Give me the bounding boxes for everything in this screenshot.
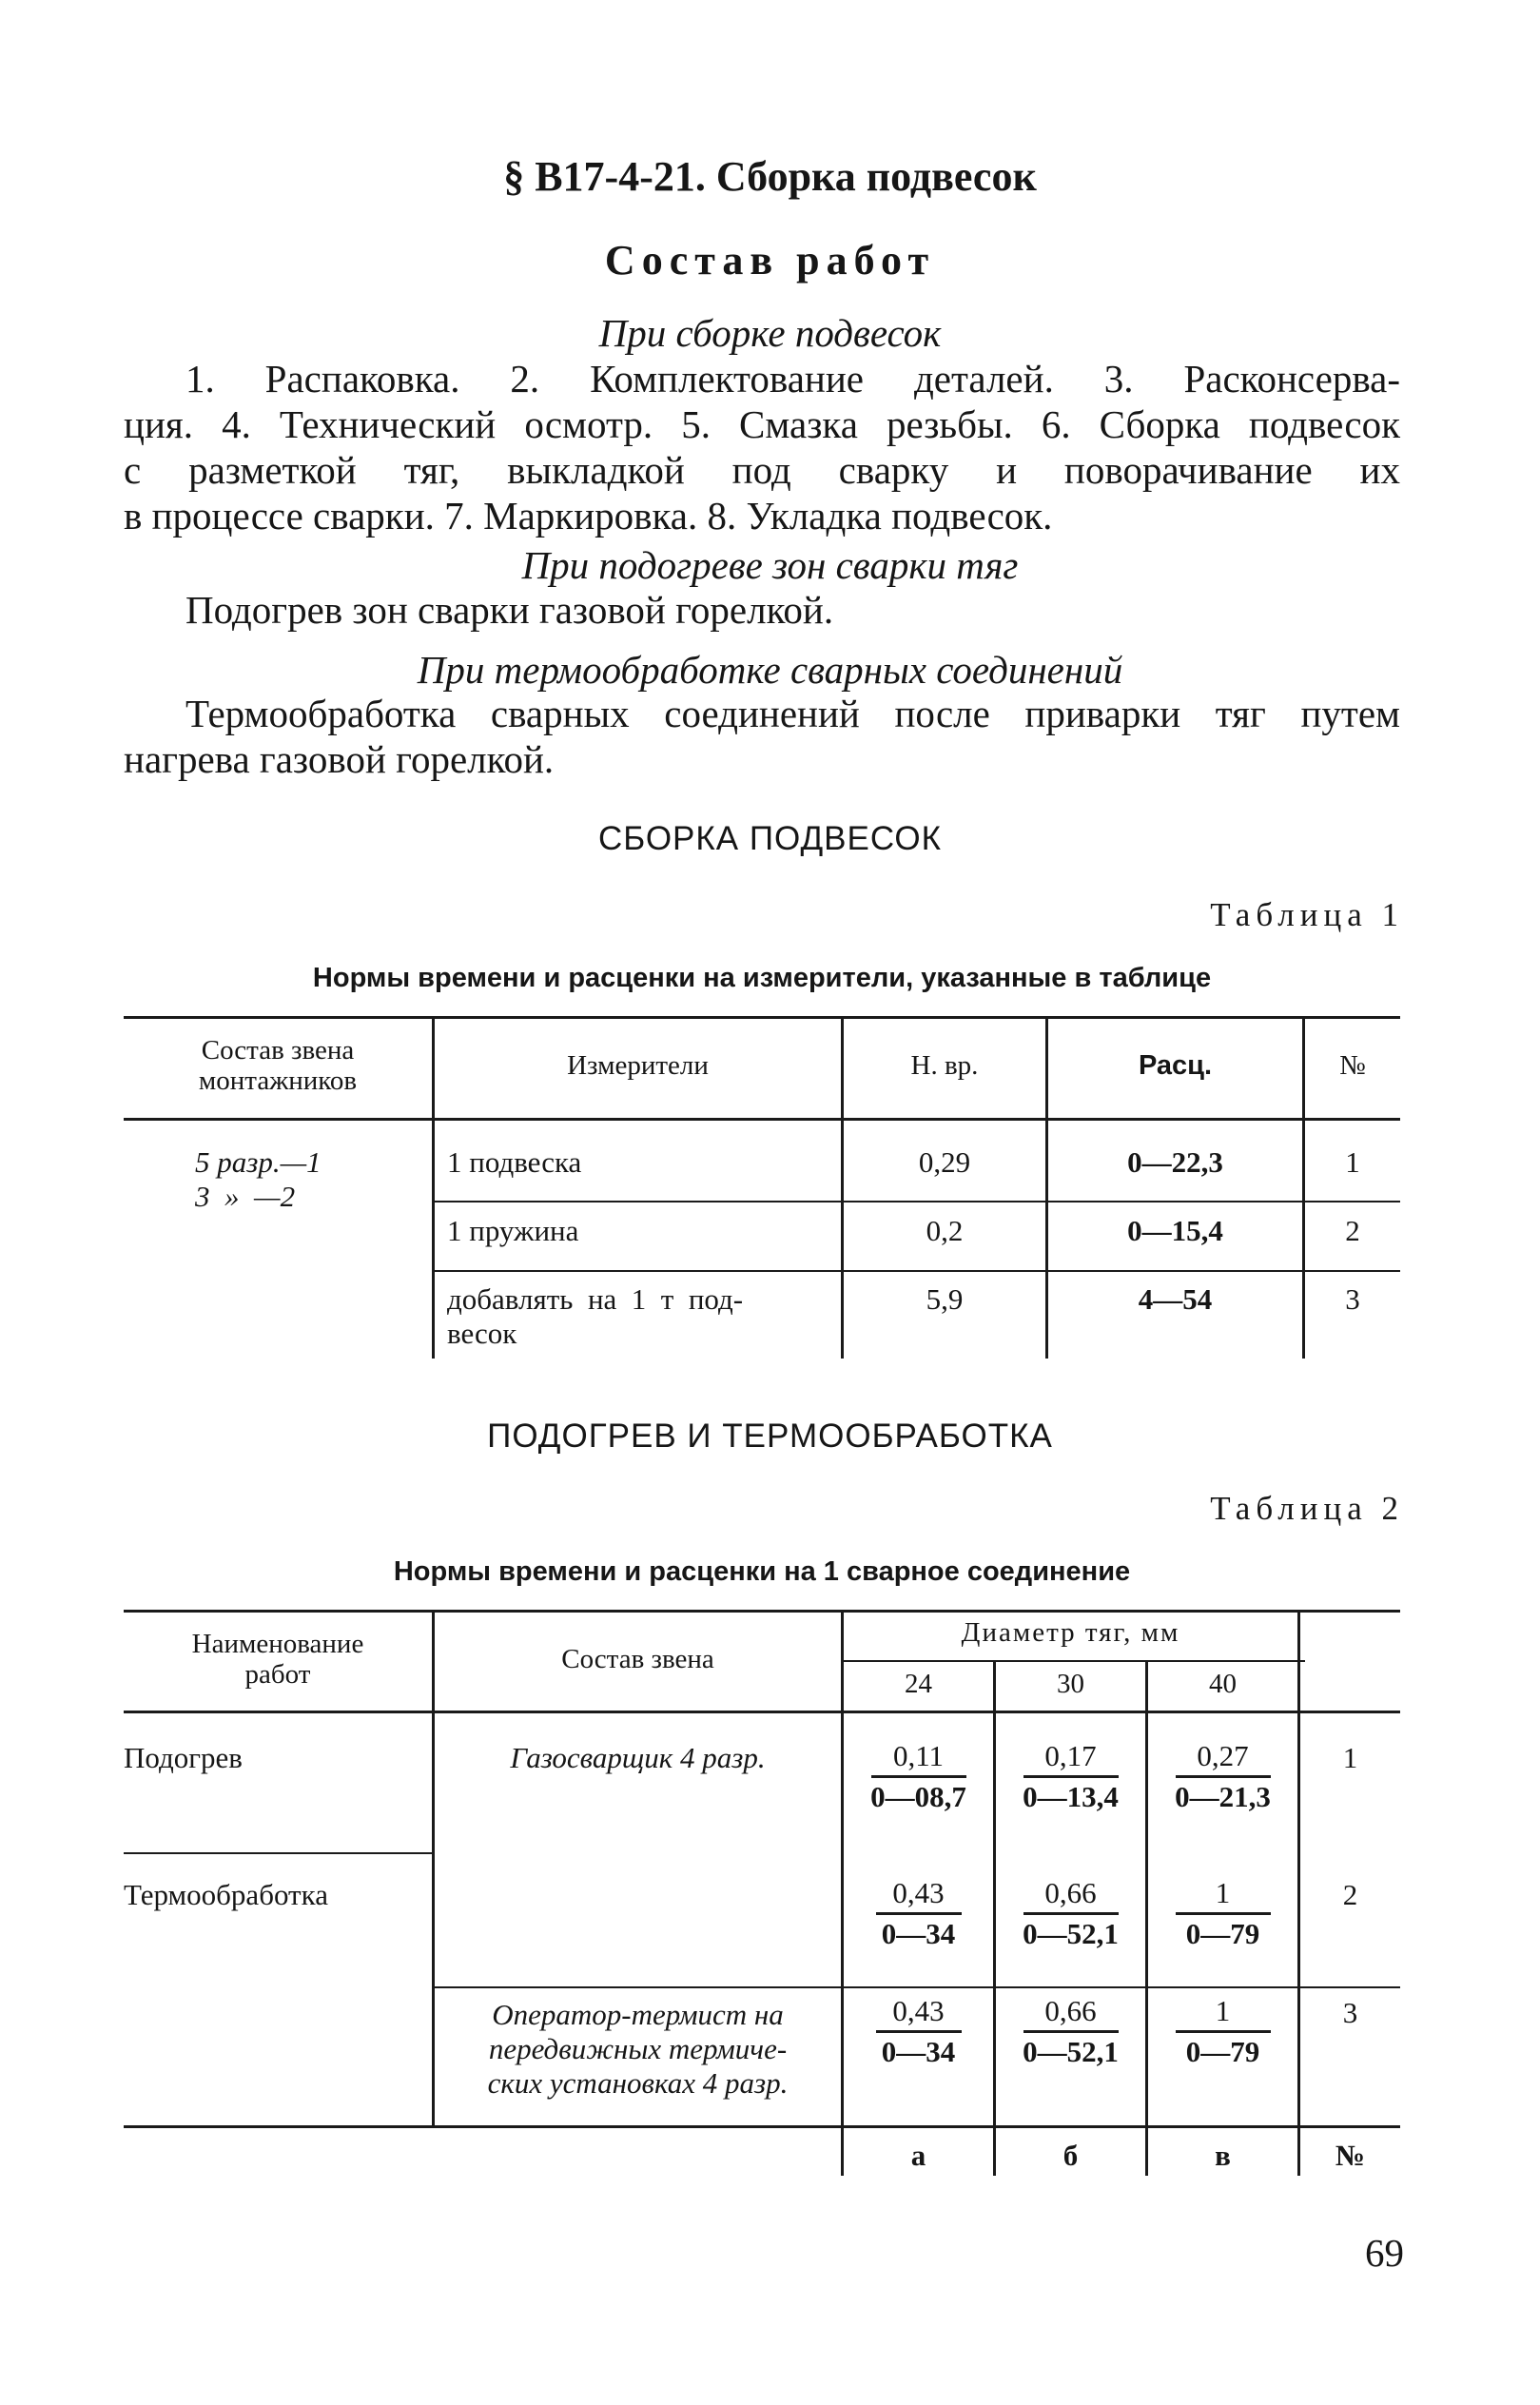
table2-header-crew: Состав звена [561,1644,714,1674]
assembly-line: с разметкой тяг, выкладкой под сварку и поворачивание их [124,448,1400,492]
table2-rule-bottom [124,2125,1400,2128]
table1-row1-num: 1 [1345,1145,1360,1179]
table1-label: Таблица 1 [1210,896,1404,933]
assembly-line: 1. Распаковка. 2. Комплектование деталей. 3. Расконсерва- [185,357,1400,401]
norm-value: 1 [1215,1994,1231,2027]
header-line: Наименование [191,1629,364,1659]
norm-value: 0,11 [892,1739,945,1772]
crew-line: ских установках 4 разр. [487,2066,789,2100]
table2-r3-d24 [844,1992,993,2071]
rate-value: 0—34 [881,1917,956,1950]
table1-row2-rate: 0—15,4 [1127,1214,1223,1247]
table1-row2-norm: 0,2 [926,1214,964,1247]
table1-rule-header [124,1118,1400,1121]
table2-crew-operator [435,1998,841,2101]
table2-r3-d40 [1148,1992,1297,2071]
table2-footer-b: б [1062,2139,1079,2172]
table2-work-heat-treatment: Термообработка [124,1878,328,1911]
table1-crew [195,1145,423,1214]
rate-value: 0—21,3 [1175,1780,1271,1813]
table2-rule-top [124,1610,1400,1613]
crew-line: Оператор-термист на [492,1998,784,2031]
header-line: монтажников [198,1066,358,1096]
table1-row2-measure: 1 пружина [447,1214,579,1247]
table2-footer-num: № [1335,2139,1366,2172]
table1-row1-measure: 1 подвеска [447,1145,582,1179]
table2-r3-num: 3 [1342,1996,1358,2029]
assembly-subtitle: При сборке подвесок [598,311,942,355]
table2-header-d30: 30 [1057,1669,1084,1699]
heat-treatment-line: Термообработка сварных соединений после приварки тяг путем [185,692,1400,735]
table2-header-work [124,1629,432,1690]
header-line: работ [244,1659,311,1690]
table2-crew-gas-welder: Газосварщик 4 разр. [510,1741,766,1774]
table2-rule-work [124,1852,433,1854]
table2-footer-v: в [1215,2139,1231,2172]
rate-value: 0—08,7 [870,1780,966,1813]
heating-text: Подогрев зон сварки газовой горелкой. [185,588,834,632]
rate-value: 0—13,4 [1023,1780,1119,1813]
norm-value: 0,43 [892,1876,945,1909]
table2-work-heating: Подогрев [124,1741,243,1774]
assembly-line: в процессе сварки. 7. Маркировка. 8. Укладка подвесок. [124,494,1053,538]
table1-header-num: № [1339,1050,1366,1081]
table1-header-crew [124,1035,432,1096]
table1-row3-rate: 4—54 [1138,1282,1213,1316]
table1-rule-row [433,1270,1400,1272]
table1-row3-measure [447,1282,832,1351]
rate-value: 0—52,1 [1023,1917,1119,1950]
rate-value: 0—34 [881,2035,956,2068]
assembly-line: ция. 4. Технический осмотр. 5. Смазка резьбы. 6. Сборка подвесок [124,402,1400,446]
section-title-assembly: СБОРКА ПОДВЕСОК [597,820,942,857]
table2-r1-d24 [844,1737,993,1816]
table1-caption: Нормы времени и расценки на измерители, указанные в таблице [312,963,1212,993]
table2-footer-a: а [910,2139,926,2172]
measure-line: добавлять на 1 т под- [447,1282,744,1316]
table2-header-diameter: Диаметр тяг, мм [961,1617,1180,1648]
table2-r1-d40 [1148,1737,1297,1816]
heat-treatment-subtitle: При термообработке сварных соединений [417,648,1123,692]
table2-r3-d30 [996,1992,1145,2071]
table1-row3-num: 3 [1345,1282,1360,1316]
table2-r1-d30 [996,1737,1145,1816]
section-title-heating: ПОДОГРЕВ И ТЕРМООБРАБОТКА [487,1418,1053,1455]
table2-r2-d40 [1148,1874,1297,1953]
table1-rule-row [433,1201,1400,1202]
table1-header-measure: Измерители [567,1050,709,1081]
table2-r2-num: 2 [1342,1878,1358,1911]
norm-value: 0,66 [1044,1994,1097,2027]
heating-subtitle: При подогреве зон сварки тяг [521,543,1019,587]
crew-line: передвижных термиче- [488,2032,788,2065]
table2-r2-d30 [996,1874,1145,1953]
crew-line: 3 » —2 [195,1180,296,1213]
norm-value: 1 [1215,1876,1231,1909]
table2-header-d40: 40 [1209,1669,1237,1699]
section-heading: § В17-4-21. Сборка подвесок [503,153,1037,200]
table1-rule-top [124,1016,1400,1019]
rate-value: 0—52,1 [1023,2035,1119,2068]
rate-value: 0—79 [1185,1917,1260,1950]
table2-r2-d24 [844,1874,993,1953]
table2-r1-num: 1 [1342,1741,1358,1774]
header-line: Состав звена [201,1035,355,1066]
table1-row3-norm: 5,9 [926,1282,964,1316]
norm-value: 0,66 [1044,1876,1097,1909]
norm-value: 0,43 [892,1994,945,2027]
norm-value: 0,27 [1197,1739,1249,1772]
table2-rule-diameter [841,1660,1305,1662]
measure-line: весок [447,1317,517,1350]
table1-header-norm: Н. вр. [910,1050,979,1081]
table2-caption: Нормы времени и расценки на 1 сварное соединение [393,1556,1131,1587]
rate-value: 0—79 [1185,2035,1260,2068]
table1-header-rate: Расц. [1138,1050,1213,1081]
table1-row1-norm: 0,29 [918,1145,971,1179]
page-number: 69 [1365,2231,1404,2275]
table1-row1-rate: 0—22,3 [1127,1145,1223,1179]
heat-treatment-line: нагрева газовой горелкой. [124,737,555,781]
table2-label: Таблица 2 [1210,1490,1404,1527]
table2-rule-header [124,1711,1400,1713]
work-composition-title: Состав работ [604,237,936,284]
assembly-text [124,356,1400,538]
table2-header-d24: 24 [905,1669,932,1699]
heat-treatment-text [124,691,1400,782]
table1-row2-num: 2 [1345,1214,1360,1247]
norm-value: 0,17 [1044,1739,1097,1772]
crew-line: 5 разр.—1 [195,1145,322,1179]
table2-rule-crew [433,1986,1400,1988]
